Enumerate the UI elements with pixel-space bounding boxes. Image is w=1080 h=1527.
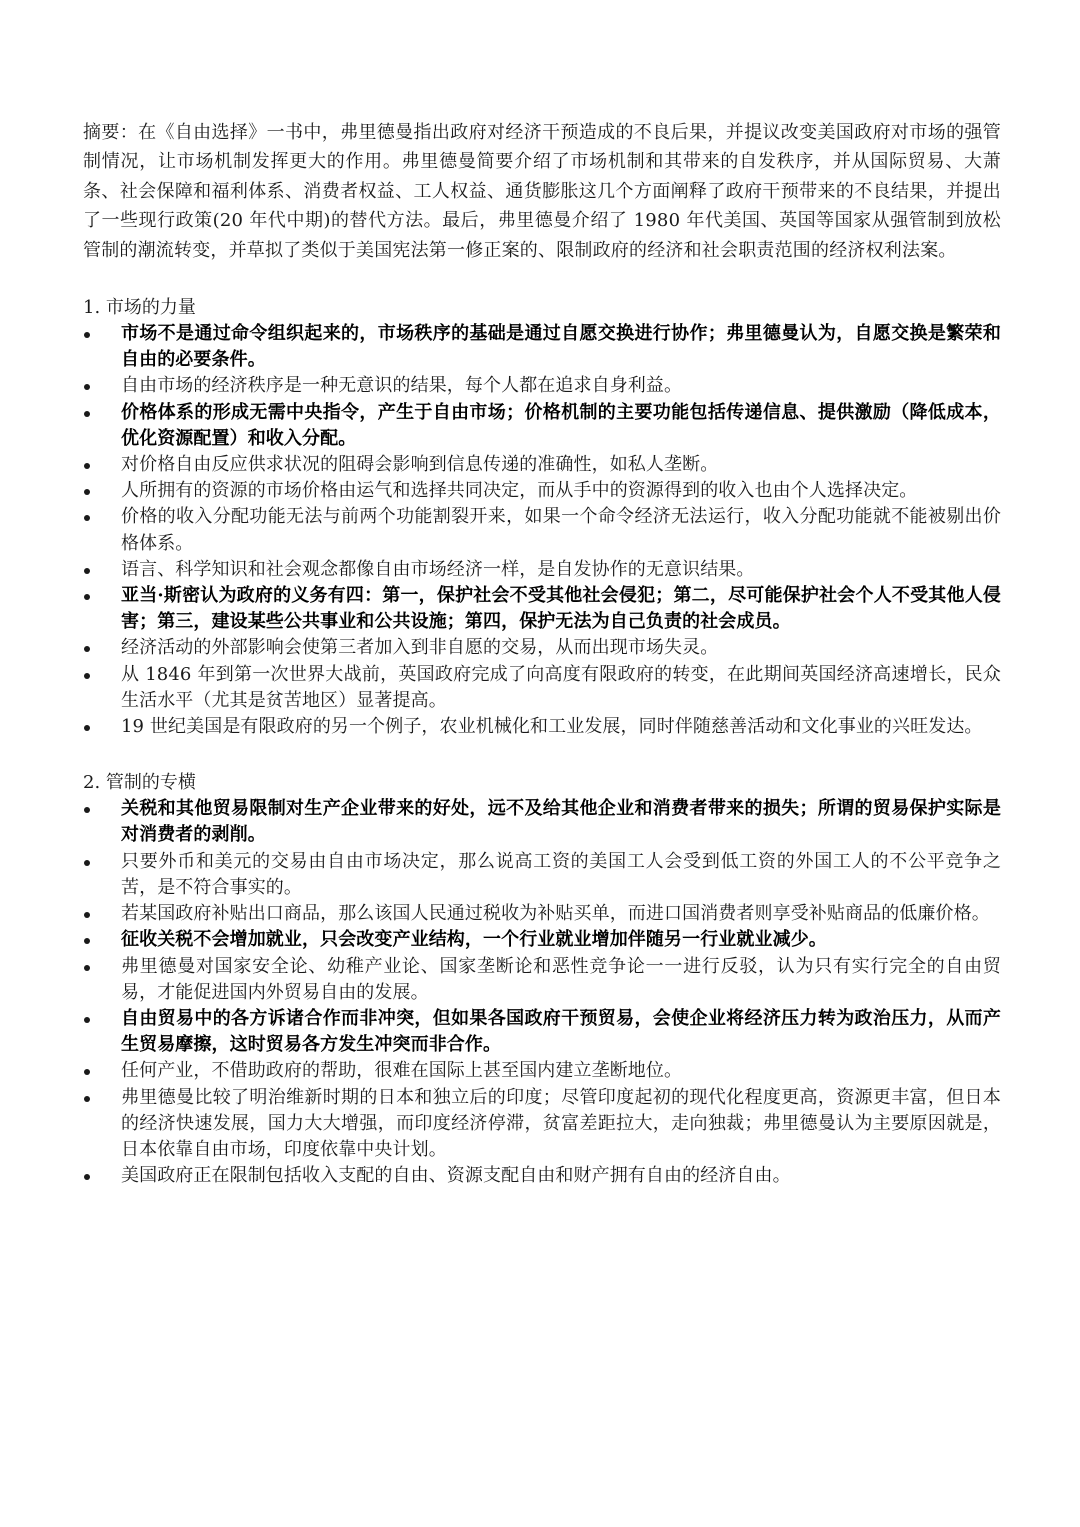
list-item-text: 只要外币和美元的交易由自由市场决定，那么说高工资的美国工人会受到低工资的外国工人的不公平竞争之苦，是不符合事实的。 [121, 850, 1001, 898]
list-item-text: 任何产业，不借助政府的帮助，很难在国际上甚至国内建立垄断地位。 [121, 1060, 683, 1082]
bullet-dot-icon [84, 965, 90, 971]
list-item [83, 1085, 1001, 1164]
list-item [83, 452, 1001, 478]
list-item-text: 价格的收入分配功能无法与前两个功能割裂开来，如果一个命令经济无法运行，收入分配功能就不能被剔出价格体系。 [121, 506, 1001, 554]
list-item [83, 849, 1001, 901]
list-item [83, 901, 1001, 927]
section-regulation-tyranny [83, 770, 1001, 1189]
bullet-dot-icon [84, 568, 90, 574]
list-item-text: 美国政府正在限制包括收入支配的自由、资源支配自由和财产拥有自由的经济自由。 [121, 1165, 791, 1187]
bullet-list [83, 321, 1001, 740]
list-item-text: 自由贸易中的各方诉诸合作而非冲突，但如果各国政府干预贸易，会使企业将经济压力转为政治压力，从而产生贸易摩擦，这时贸易各方发生冲突而非合作。 [121, 1007, 1001, 1056]
list-item-text: 若某国政府补贴出口商品，那么该国人民通过税收为补贴买单，而进口国消费者则享受补贴商品的低廉价格。 [121, 903, 990, 925]
list-item [83, 504, 1001, 556]
bullet-dot-icon [84, 332, 90, 338]
bullet-dot-icon [84, 860, 90, 866]
bullet-dot-icon [84, 463, 90, 469]
document-page [83, 118, 1001, 1189]
list-item [83, 321, 1001, 373]
bullet-dot-icon [84, 1017, 90, 1023]
list-item-text: 价格体系的形成无需中央指令，产生于自由市场；价格机制的主要功能包括传递信息、提供激励（降低成本，优化资源配置）和收入分配。 [121, 401, 1001, 449]
list-item-text: 语言、科学知识和社会观念都像自由市场经济一样，是自发协作的无意识结果。 [121, 558, 755, 580]
bullet-dot-icon [84, 1096, 90, 1102]
list-item [83, 583, 1001, 635]
bullet-dot-icon [84, 1069, 90, 1075]
list-item-text: 对价格自由反应供求状况的阻碍会影响到信息传递的准确性，如私人垄断。 [121, 454, 719, 476]
list-item [83, 373, 1001, 399]
list-item [83, 954, 1001, 1006]
list-item-text: 19 世纪美国是有限政府的另一个例子，农业机械化和工业发展，同时伴随慈善活动和文化事业的兴旺发达。 [121, 716, 983, 738]
list-item-text: 市场不是通过命令组织起来的，市场秩序的基础是通过自愿交换进行协作；弗里德曼认为，自愿交换是繁荣和自由的必要条件。 [121, 323, 1001, 371]
list-item-text: 弗里德曼对国家安全论、幼稚产业论、国家垄断论和恶性竞争论一一进行反驳，认为只有实行完全的自由贸易，才能促进国内外贸易自由的发展。 [121, 955, 1001, 1003]
bullet-dot-icon [84, 725, 90, 731]
bullet-dot-icon [84, 594, 90, 600]
bullet-list [83, 796, 1001, 1189]
list-item [83, 557, 1001, 583]
list-item [83, 478, 1001, 504]
bullet-dot-icon [84, 515, 90, 521]
bullet-dot-icon [84, 646, 90, 652]
bullet-dot-icon [84, 1174, 90, 1180]
list-item [83, 1058, 1001, 1084]
list-item [83, 1163, 1001, 1189]
section-title: 2. 管制的专横 [83, 772, 196, 794]
list-item-text: 关税和其他贸易限制对生产企业带来的好处，远不及给其他企业和消费者带来的损失；所谓的贸易保护实际是对消费者的剥削。 [121, 798, 1001, 846]
bullet-dot-icon [84, 807, 90, 813]
list-item [83, 796, 1001, 848]
section-market-power [83, 295, 1001, 740]
list-item [83, 662, 1001, 714]
bullet-dot-icon [84, 489, 90, 495]
bullet-dot-icon [84, 673, 90, 679]
list-item-text: 经济活动的外部影响会使第三者加入到非自愿的交易，从而出现市场失灵。 [121, 637, 719, 659]
list-item-text: 弗里德曼比较了明治维新时期的日本和独立后的印度；尽管印度起初的现代化程度更高，资源更丰富，但日本的经济快速发展，国力大大增强，而印度经济停滞，贫富差距拉大，走向独裁；弗里德曼认为主要原因就是，日本依靠自由市场，印度依靠中央计划。 [121, 1086, 1001, 1160]
list-item-text: 人所拥有的资源的市场价格由运气和选择共同决定，而从手中的资源得到的收入也由个人选择决定。 [121, 480, 918, 502]
abstract-paragraph: 摘要：在《自由选择》一书中，弗里德曼指出政府对经济干预造成的不良后果，并提议改变美国政府对市场的强管制情况，让市场机制发挥更大的作用。弗里德曼简要介绍了市场机制和其带来的自发秩序，并从国际贸易、大萧条、社会保障和福利体系、消费者权益、工人权益、通货膨胀这几个方面阐释了政府干预带来的不良结果，并提出了一些现行政策(20 年代中期)的替代方法。最后，弗里德曼介绍了 1980 年代美国、英国等国家从强管制到放松管制的潮流转变，并草拟了类似于美国宪法第一修正案的、限制政府的经济和社会职责范围的经济权利法案。 [83, 122, 1001, 261]
list-item-text: 亚当·斯密认为政府的义务有四：第一，保护社会不受其他社会侵犯；第二，尽可能保护社会个人不受其他人侵害；第三，建设某些公共事业和公共设施；第四，保护无法为自己负责的社会成员。 [121, 585, 1001, 633]
bullet-dot-icon [84, 938, 90, 944]
list-item [83, 635, 1001, 661]
section-title: 1. 市场的力量 [83, 297, 196, 319]
list-item [83, 714, 1001, 740]
list-item [83, 400, 1001, 452]
bullet-dot-icon [84, 912, 90, 918]
list-item [83, 927, 1001, 953]
list-item-text: 自由市场的经济秩序是一种无意识的结果，每个人都在追求自身利益。 [121, 375, 683, 397]
bullet-dot-icon [84, 384, 90, 390]
list-item [83, 1006, 1001, 1058]
list-item-text: 征收关税不会增加就业，只会改变产业结构，一个行业就业增加伴随另一行业就业减少。 [121, 929, 827, 951]
list-item-text: 从 1846 年到第一次世界大战前，英国政府完成了向高度有限政府的转变，在此期间英国经济高速增长，民众生活水平（尤其是贫苦地区）显著提高。 [121, 663, 1001, 711]
bullet-dot-icon [84, 411, 90, 417]
